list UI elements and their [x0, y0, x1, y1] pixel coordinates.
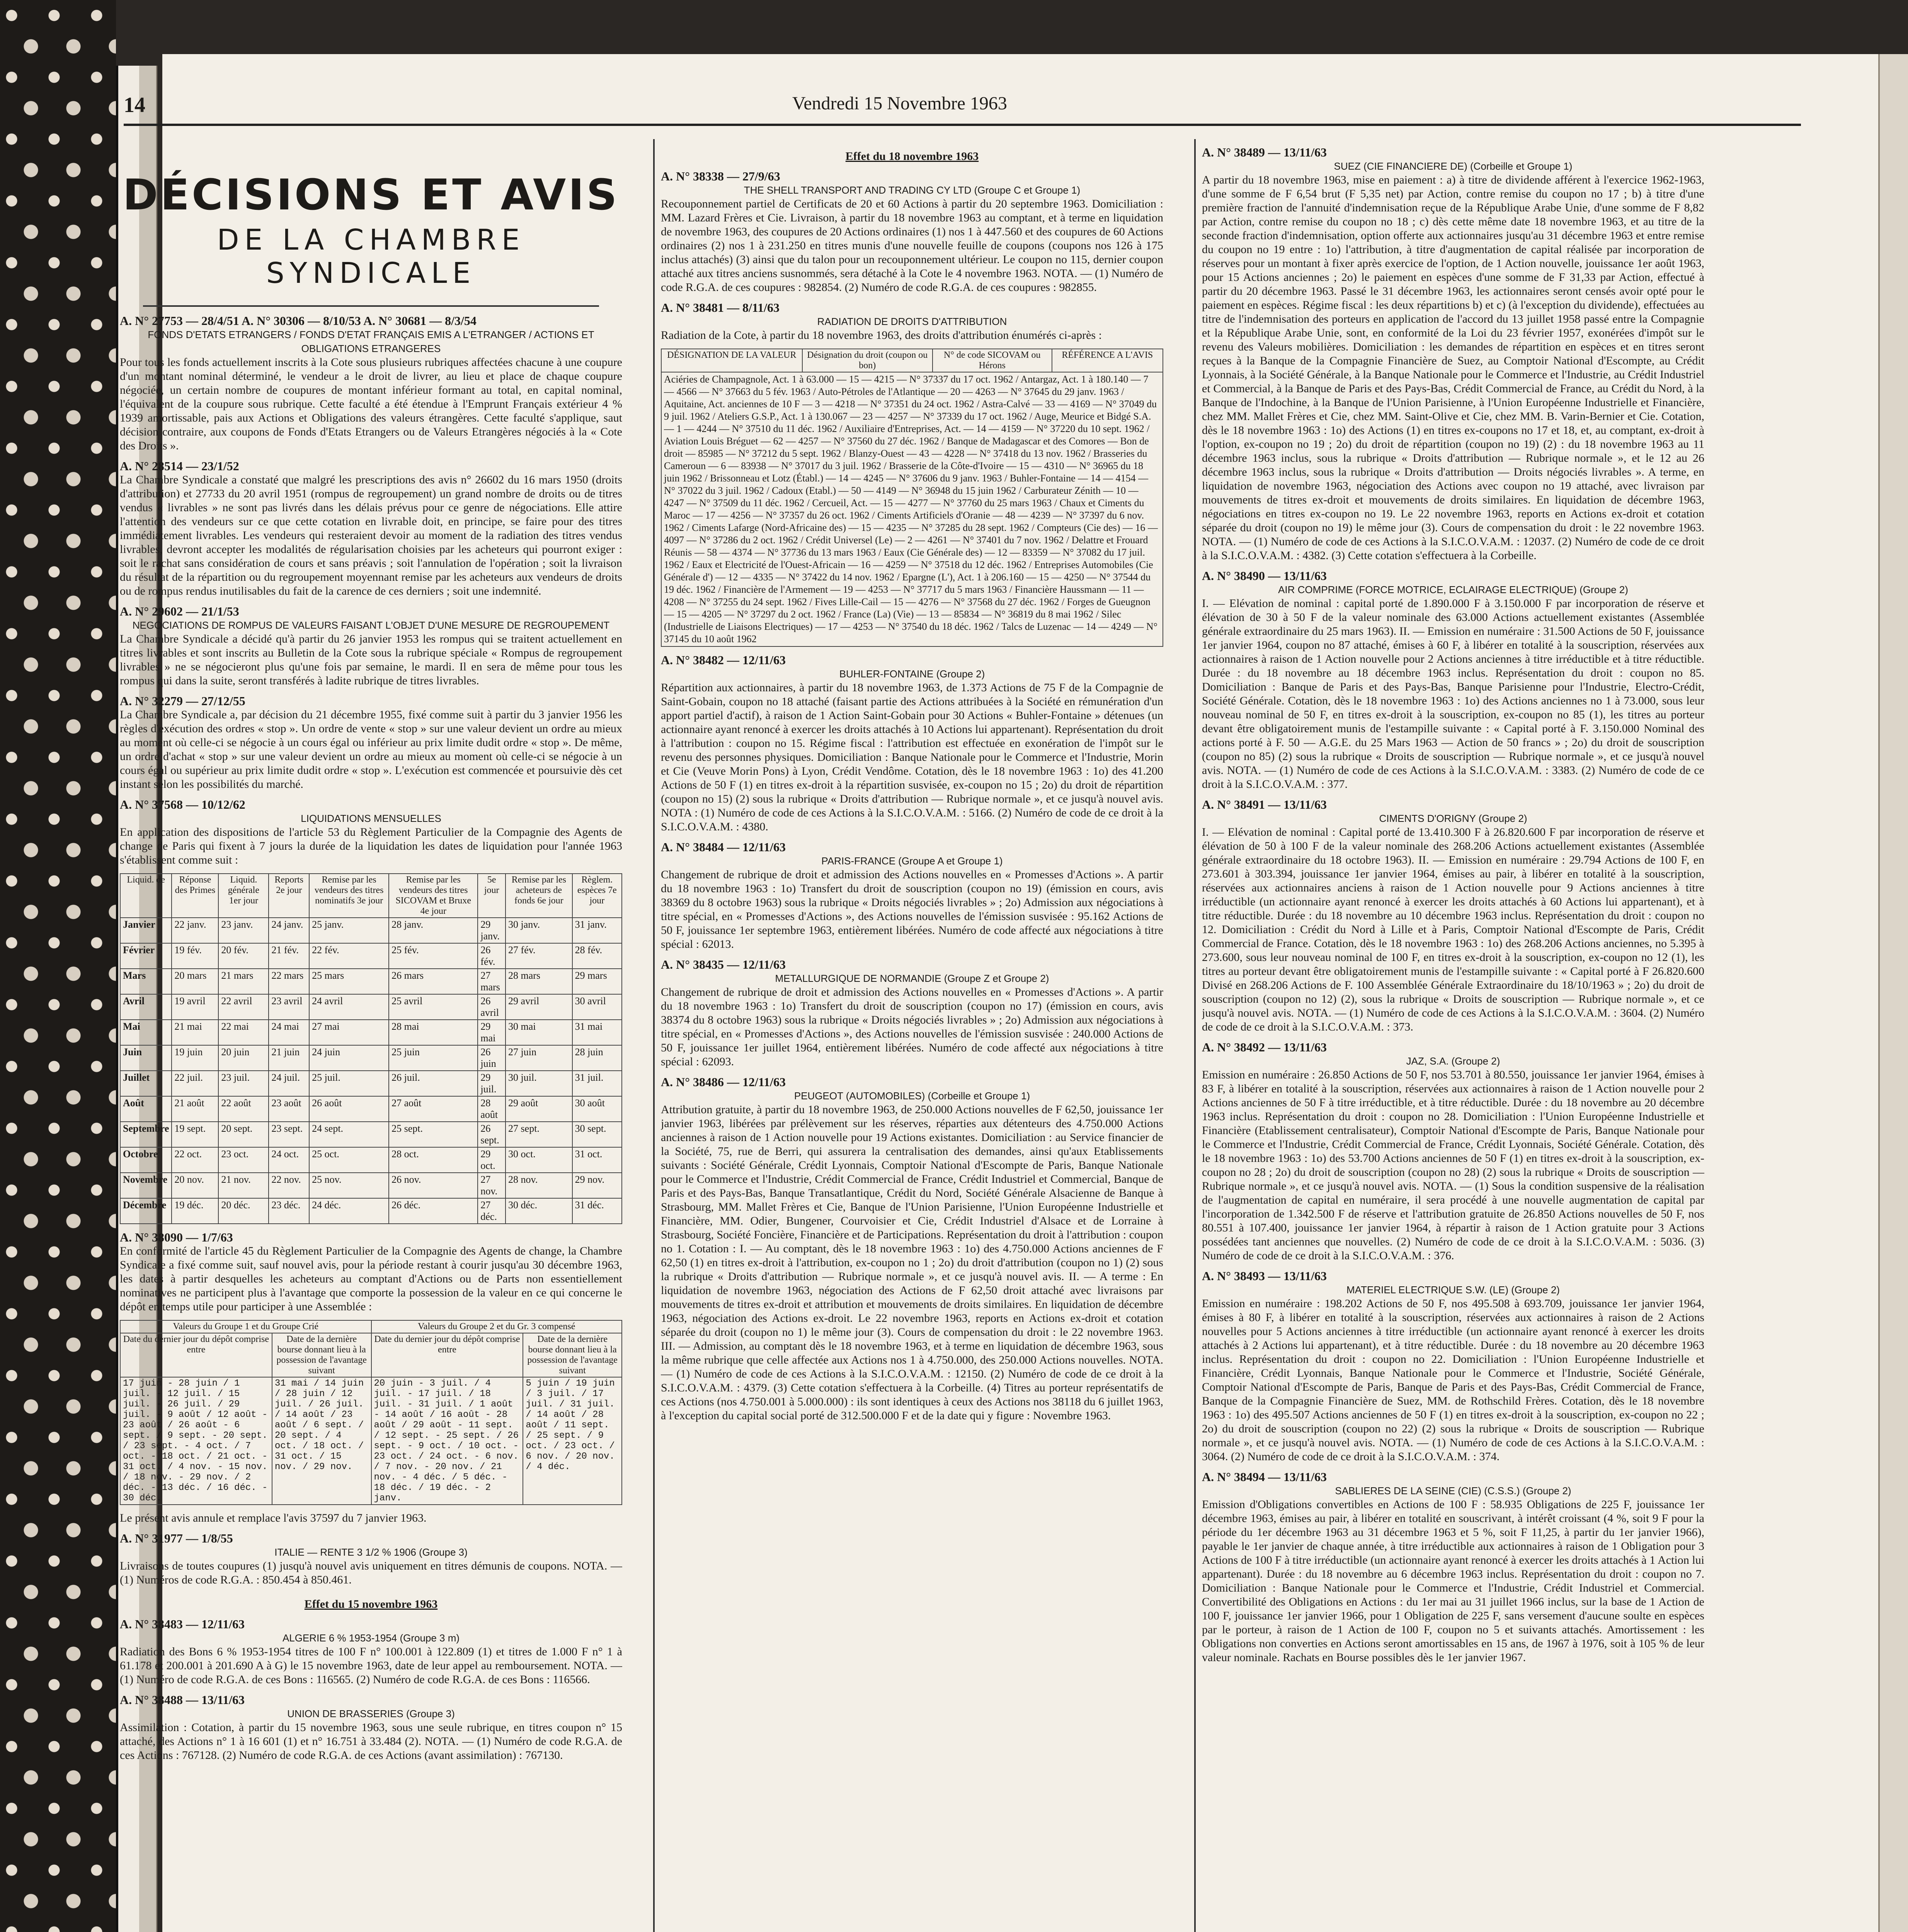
table-cell: Mars — [120, 969, 172, 994]
table-cell: 19 fév. — [172, 943, 218, 969]
table-row — [120, 1122, 622, 1147]
notice-title: MATERIEL ELECTRIQUE S.W. (LE) (Groupe 2) — [1346, 1284, 1560, 1296]
notice-title: RADIATION DE DROITS D'ATTRIBUTION — [817, 316, 1007, 327]
notice — [120, 604, 622, 688]
notice — [661, 957, 1163, 1069]
table-cell: 23 sept. — [269, 1122, 309, 1147]
table-cell: 27 sept. — [506, 1122, 572, 1147]
table-cell: 25 sept. — [389, 1122, 478, 1147]
table-cell: 31 juil. — [572, 1071, 622, 1096]
notice-ref: A. N° 29602 — 21/1/53 — [120, 604, 239, 618]
table-cell: 24 mai — [269, 1020, 309, 1045]
notice-body: Attribution gratuite, à partir du 18 novembre 1963, de 250.000 Actions nouvelles de F 62,50, jouissance 1er janvier 1963, libérées par prélèvement sur les réserves, réparties aux détenteurs des 4.750.000 Actions anciennes à raison de 1 Action nouvelle pour 19 Actions existantes. Domiciliation : au Service financier de la Société, 75, rue de Berri, qui assurera la centralisation des demandes, ainsi qu'aux Etablissements suivants : Société Générale, Crédit Lyonnais, Comptoir National d'Escompte de Paris, Banque Nationale pour le Commerce et l'Industrie, Crédit Commercial de France, Crédit Industriel et Commercial, Banque de Paris et des Pays-Bas, Banque Transatlantique, Crédit du Nord, Société Générale Alsacienne de Banque à Strasbourg, MM. Mallet Frères et Cie, Banque de l'Union Parisienne, l'Union Européenne Industrielle et Financière, MM. Odier, Bungener, Courvoisier et Cie, Crédit Industriel d'Alsace et de Lorraine à Strasbourg, Société Foncière, Financière et de Participations. Représentation du droit à l'attribution : coupon no 1. Cotation : I. — Au comptant, dès le 18 novembre 1963 : 1o) des 4.750.000 Actions anciennes de F 62,50 (1) en titres ex-droit à l'attribution, ex-coupon no 1 ; 2o) du droit d'attribution (coupon no 1) (2) sous la rubrique « Droits d'attribution — Rubrique normale », et ce jusqu'à nouvel avis. II. — A terme : En liquidation de novembre 1963, négociation des Actions de F 62,50 droit attaché avec livraisons par mouvements de titres ex-droit et attribution et mouvements de droits similaires. En liquidation de décembre 1963, négociation des Actions ex-droit. Le 22 novembre 1963, reports en Actions ex-droit et cotation séparée du droit (coupon no 1) le même jour (3). Cours de compensation du droit : le 22 novembre 1963. III. — Admission, au comptant dès le 18 novembre 1963, et à terme en liquidation de décembre 1963, sous la même rubrique que celle affectée aux Actions nos 1 à 4.750.000, des 250.000 Actions nouvelles. NOTA. — (1) Numéro de code de ces Actions à la S.I.C.O.V.A.M. : 12150. (2) Numéro de code de ce droit à la S.I.C.O.V.A.M. : 4379. (3) Cette cotation s'effectuera à la Corbeille. (4) Titres au porteur représentatifs de ces Actions (nos 4.750.001 à 5.000.000) : ils sont identiques à ceux des Actions nos 38118 du 6 juillet 1963, à l'exception du capital social porté de 312.500.000 F et de la date qui y figure : Novembre 1963. — [661, 1103, 1163, 1422]
table-row — [120, 1045, 622, 1071]
deposit-dates-table — [120, 1320, 622, 1505]
table-cell: 29 avril — [506, 994, 572, 1020]
notice — [120, 694, 622, 791]
table-cell: 27 fév. — [506, 943, 572, 969]
table-cell: 29 oct. — [478, 1147, 506, 1173]
notice-title: BUHLER-FONTAINE (Groupe 2) — [839, 668, 985, 680]
table-row — [120, 969, 622, 994]
notice-body: Emission d'Obligations convertibles en Actions de 100 F : 58.935 Obligations de 225 F, jouissance 1er décembre 1963, émises au pair, à libérer en totalité en souscrivant, à intérêt croissant (4 %, soit 9 F pour la période du 1er décembre 1963 au 31 décembre 1963 et 5 %, soit F 11,25, à partir du 1er janvier 1966), payable le 1er janvier de chaque année, à titre irréductible aux actionnaires à raison de 1 Obligation pour 3 Actions de 100 F à titre irréductible (un actionnaire ayant renoncé à exercer les droits attachés à 1 Action lui appartenant). Durée : du 18 novembre au 6 décembre 1963 inclus. Représentation du droit : coupon no 7. Domiciliation : Banque Nationale pour le Commerce et l'Industrie, Crédit Industriel et Commercial. Convertibilité des Obligations en Actions : du 1er mai au 31 juillet 1966 inclus, sur la base de 1 Action de 100 F, jouissance 1er janvier 1966, pour 1 Obligation de 225 F, sans versement d'aucune soulte en espèces par le porteur, à raison de 1 Action de 100 F, coupon no 5 et suivants attachés. Amortissement : les Obligations non converties en Actions seront amortissables en 15 ans, de 1967 à 1976, soit à 105 % de leur valeur nominale. Rachats en Bourse possibles dès le 1er janvier 1967. — [1202, 1498, 1704, 1664]
liquidation-table — [120, 873, 622, 1224]
table-cell: 24 janv. — [269, 918, 309, 943]
table-cell: 21 nov. — [218, 1173, 269, 1198]
table-row — [120, 918, 622, 943]
table-cell: 25 oct. — [309, 1147, 389, 1173]
table-row — [120, 1020, 622, 1045]
notice-body: Radiation des Bons 6 % 1953-1954 titres de 100 F n° 100.001 à 122.809 (1) et titres de 1.000 F n° 1 à 61.178 et 200.001 à 201.690 A à G) le 15 novembre 1963, date de leur appel au remboursement. NOTA. — (1) Numéro de code R.G.A. de ces Bons : 116565. (2) Numéro de code R.G.A. de ces Bons : 116566. — [120, 1645, 622, 1686]
table-cell: 22 nov. — [269, 1173, 309, 1198]
notice-ref: A. N° 31977 — 1/8/55 — [120, 1531, 233, 1545]
droits-table-header — [661, 349, 1163, 372]
liquidation-column-header: Liquid. générale 1er jour — [218, 874, 269, 918]
notice — [1202, 1470, 1704, 1665]
table-cell: Mai — [120, 1020, 172, 1045]
notice-body: Livraisons de toutes coupures (1) jusqu'à nouvel avis uniquement en titres démunis de coupons. NOTA. — (1) Numéros de code R.G.A. : 850.454 à 850.461. — [120, 1560, 622, 1586]
table-cell: 26 nov. — [389, 1173, 478, 1198]
notice-ref: A. N° 38482 — 12/11/63 — [661, 653, 786, 667]
masthead-title: DÉCISIONS ET AVIS — [123, 170, 620, 219]
deposit-subheader: Date de la dernière bourse donnant lieu à la possession de l'avantage suivant — [523, 1333, 622, 1377]
notice-title: PEUGEOT (AUTOMOBILES) (Corbeille et Groupe 1) — [794, 1090, 1030, 1102]
table-cell: 20 mars — [172, 969, 218, 994]
droits-column-header: DÉSIGNATION DE LA VALEUR — [661, 349, 802, 372]
droits-column-header: Désignation du droit (coupon ou bon) — [802, 349, 933, 372]
table-cell: 22 août — [218, 1096, 269, 1122]
table-cell: 20 fév. — [218, 943, 269, 969]
notice — [1202, 145, 1704, 563]
deposit-group1-header: Valeurs du Groupe 1 et du Groupe Crié — [120, 1320, 371, 1333]
notice-body: I. — Elévation de nominal : capital porté de 1.890.000 F à 3.150.000 F par incorporation de réserve et élévation de 30 à 50 F de la valeur nominale des 63.000 Actions actuellement existantes (Assemblée générale extraordinaire du 25 mars 1963). II. — Emission en numéraire : 31.500 Actions de 50 F, jouissance 1er janvier 1964, coupon no 87 attaché, émises à 60 F, à libérer en totalité à la souscription, réservées aux actionnaires à raison de 1 Action nouvelle pour 2 Actions anciennes à titre irréductible et à titre réductible. Durée : du 18 novembre au 18 décembre 1963 inclus. Représentation du droit : coupon no 85. Domiciliation : Banque de Paris et des Pays-Bas, Banque Parisienne pour l'Industrie, Electro-Crédit, Société Générale. Cotation, dès le 18 novembre 1963 : 1o) des Actions anciennes no 1 à 73.000, sous leur nouveau nominal de 50 F, en titres ex-droit à la souscription, ex-coupon no 85 (1), les titres au porteur devant être obligatoirement munis de l'estampille suivante : « Capital porté à F. 3.150.000 Nominal des actions porté à F. 50 — A.G.E. du 25 Mars 1963 — Action de 50 francs » ; 2o) du droit de souscription (coupon no 85) (2) sous la rubrique « Droits de souscription — Rubrique normale », et ce jusqu'à nouvel avis. NOTA. — (1) Numéro de code de ces Actions à la S.I.C.O.V.A.M. : 3383. (2) Numéro de code de ce droit à la S.I.C.O.V.A.M. : 377. — [1202, 597, 1704, 791]
notice — [661, 653, 1163, 834]
notice-title: CIMENTS D'ORIGNY (Groupe 2) — [1379, 813, 1527, 824]
notice-title: PARIS-FRANCE (Groupe A et Groupe 1) — [821, 855, 1003, 867]
table-cell: 23 juil. — [218, 1071, 269, 1096]
notice-ref: A. N° 38488 — 13/11/63 — [120, 1693, 245, 1707]
table-cell: 21 août — [172, 1096, 218, 1122]
table-cell: Janvier — [120, 918, 172, 943]
notice — [661, 1075, 1163, 1423]
table-cell: 30 déc. — [506, 1198, 572, 1224]
droits-column-header: RÉFÉRENCE A L'AVIS — [1052, 349, 1163, 372]
notice-title: FONDS D'ETATS ETRANGERS / FONDS D'ETAT FRANÇAIS EMIS A L'ETRANGER / ACTIONS ET OBLIGATIONS ETRANGERES — [148, 329, 594, 354]
notice-body: En application des dispositions de l'article 53 du Règlement Particulier de la Compagnie des Agents de change de Paris qui fixent à 7 jours la durée de la liquidation les dates de liquidation pour l'année 1963 s'établissent comme suit : — [120, 826, 622, 866]
notice-body: Répartition aux actionnaires, à partir du 18 novembre 1963, de 1.373 Actions de 75 F de la Compagnie de Saint-Gobain, coupon no 18 attaché (faisant partie des Actions attribuées à la Société en rémunération d'un apport partiel d'actif), à raison de 1 Action Saint-Gobain pour 30 Actions « Buhler-Fontaine » détenues (un actionnaire ayant renoncé à exercer les droits attachés à 10 Actions lui appartenant). Représentation du droit à l'attribution : coupon no 15. Régime fiscal : l'attribution est effectuée en exonération de l'impôt sur le revenu des personnes physiques. Domiciliation : Banque Nationale pour le Commerce et l'Industrie, Morin et Cie (Veuve Morin Pons) à Lyon, Crédit Vendôme. Cotation, dès le 18 novembre 1963 : 1o) des 41.200 Actions de 50 F (1) en titres ex-droit à la répartition susvisée, ex-coupon no 15 ; 2o) du droit de répartition (coupon no 15) (2) sous la rubrique « Droits d'attribution — Rubrique normale », et ce jusqu'à nouvel avis. NOTA : (1) Numéro de code de ces Actions à la S.I.C.O.V.A.M. : 5166. (2) Numéro de code de ce droit à la S.I.C.O.V.A.M. : 4380. — [661, 681, 1163, 833]
table-cell: 30 oct. — [506, 1147, 572, 1173]
table-row — [120, 994, 622, 1020]
table-cell: 21 mai — [172, 1020, 218, 1045]
notice-body: Changement de rubrique de droit et admission des Actions nouvelles en « Promesses d'Actions ». A partir du 18 novembre 1963 : 1o) Transfert du droit de souscription (coupon no 17) (émission en cours, avis 38374 du 8 octobre 1963) sous la rubrique « Droits négociés livrables » ; 2o) Admission aux négociations à titre spécial, en « Promesses d'Actions », des Actions nouvelles de l'émission susvisée : 240.000 Actions de 50 F, jouissance 1er juillet 1964, entièrement libérées. Numéro de code affecté aux négociations à titre spécial : 62093. — [661, 986, 1163, 1068]
table-cell: 24 oct. — [269, 1147, 309, 1173]
liquidation-column-header: 5e jour — [478, 874, 506, 918]
notice-title: JAZ, S.A. (Groupe 2) — [1406, 1055, 1500, 1067]
notice — [1202, 1269, 1704, 1464]
deposit-cell: 20 juin - 3 juil. / 4 juil. - 17 juil. / 18 juil. - 31 juil. / 1 août - 14 août / 16 août - 28 août / 29 août - 11 sept. / 12 sept. - 25 sept. / 26 sept. - 9 oct. / 10 oct. - 23 oct. / 24 oct. - 6 nov. / 7 nov. - 20 nov. / 21 nov. - 4 déc. / 5 déc. - 18 déc. / 19 déc. - 2 janv. — [371, 1377, 523, 1505]
table-cell: 24 juil. — [269, 1071, 309, 1096]
right-page-edge — [1878, 54, 1908, 1932]
table-cell: 22 fév. — [309, 943, 389, 969]
notice — [120, 1617, 622, 1687]
notice-body: Emission en numéraire : 26.850 Actions de 50 F, nos 53.701 à 80.550, jouissance 1er janvier 1964, émises à 83 F, à libérer en totalité à la souscription, réservées aux actionnaires à raison de 1 Action nouvelle pour 2 Actions anciennes de 50 F à titre irréductible, et à titre réductible. Durée : du 18 novembre au 20 décembre 1963 inclus. Représentation du droit : coupon no 28. Domiciliation : l'Union Européenne Industrielle et Financière (Etablissement centralisateur), Comptoir National d'Escompte de Paris, Banque Nationale pour le Commerce et l'Industrie, Crédit Commercial de France, Crédit Lyonnais, Société Générale. Cotation, dès le 18 novembre 1963 : 1o) des 53.700 Actions anciennes de 50 F (1) en titres ex-droit à la souscription, ex-coupon no 28 ; 2o) du droit de souscription (coupon no 28) (2) sous la rubrique « Droits de souscription — Rubrique normale », et ce jusqu'à nouvel avis. NOTA. — (1) Sous la condition suspensive de la réalisation de l'augmentation de capital en numéraire, il sera procédé à une nouvelle augmentation de capital par l'incorporation de 1.342.500 F de réserve et l'attribution gratuite de 26.850 Actions nouvelles de 50 F, nos 80.551 à 107.400, jouissance 1er janvier 1964, à répartir à raison de 1 Action gratuite pour 3 Actions possédées tant anciennes que nouvelles. (2) Numéro de code de ce droit à la S.I.C.O.V.A.M. : 5036. (3) Numéro de code de ce droit à la S.I.C.O.V.A.M. : 376. — [1202, 1068, 1704, 1262]
table-cell: 25 janv. — [309, 918, 389, 943]
notice-body: La Chambre Syndicale a, par décision du 21 décembre 1955, fixé comme suit à partir du 3 janvier 1956 les règles d'exécution des ordres « stop ». Un ordre de vente « stop » sur une valeur devient un ordre au mieux au moment où celle-ci se négocie à un cours égal ou inférieur au prix limite dudit ordre « stop ». De même, un ordre d'achat « stop » sur une valeur devient un ordre au mieux au moment où celle-ci se négocie à un cours égal ou supérieur au prix limite dudit ordre « stop ». L'exécution est commencée et poursuivie dès cet instant selon les possibilités du marché. — [120, 708, 622, 791]
table-cell: 24 avril — [309, 994, 389, 1020]
masthead-subtitle: DE LA CHAMBRE SYNDICALE — [217, 223, 525, 290]
table-cell: 20 sept. — [218, 1122, 269, 1147]
liquidation-column-header: Remise par les vendeurs des titres SICOVAM et Bruxe 4e jour — [389, 874, 478, 918]
liquidation-table-body — [120, 918, 622, 1224]
table-cell: 28 fév. — [572, 943, 622, 969]
table-cell: 27 août — [389, 1096, 478, 1122]
column-rule — [1194, 139, 1196, 1932]
notice-title: NEGOCIATIONS DE ROMPUS DE VALEURS FAISANT L'OBJET D'UNE MESURE DE REGROUPEMENT — [132, 619, 610, 631]
notice-ref: A. N° 38493 — 13/11/63 — [1202, 1269, 1327, 1283]
notice — [120, 1531, 622, 1587]
table-cell: 29 août — [506, 1096, 572, 1122]
notice-body: Recouponnement partiel de Certificats de 20 et 60 Actions à partir du 20 septembre 1963. Domiciliation : MM. Lazard Frères et Cie. Livraison, à partir du 18 novembre 1963 au comptant, et à terme en liquidation de novembre 1963, des coupures de 20 Actions ordinaires (1) nos 1 à 447.560 et des coupures de 60 Actions ordinaires (2) nos 1 à 231.250 en titres munis d'une nouvelle feuille de coupons (coupons nos 126 à 175 inclus attachés) (3) ainsi que du talon pour un recouponnement ultérieur. Le coupon no 115, dernier coupon attaché aux titres anciens susnommés, sera détaché à la Cote le 4 novembre 1963. NOTA. — (1) Numéro de code R.G.A. de ces coupures : 982854. (2) Numéro de code R.G.A. de ces coupures : 982855. — [661, 197, 1163, 294]
table-cell: 27 mars — [478, 969, 506, 994]
table-cell: 20 déc. — [218, 1198, 269, 1224]
notice-title: METALLURGIQUE DE NORMANDIE (Groupe Z et Groupe 2) — [775, 973, 1049, 984]
notice-body: Emission en numéraire : 198.202 Actions de 50 F, nos 495.508 à 693.709, jouissance 1er janvier 1964, émises à 80 F, à libérer en totalité à la souscription, réservées aux actionnaires à raison de 2 Actions nouvelles pour 5 Actions anciennes à titre irréductible (un actionnaire ayant renoncé à exercer les droits attachés à 2 Actions lui appartenant), et à titre réductible. Durée : du 18 novembre au 20 décembre 1963 inclus. Représentation du droit : coupon no 22. Domiciliation : l'Union Européenne Industrielle et Financière, Crédit Lyonnais, Banque Nationale pour le Commerce et l'Industrie, Société Générale, Comptoir National d'Escompte de Paris, Banque de Paris et des Pays-Bas, Crédit Commercial de France, Banque de la Compagnie Financière de Suez, MM. de Rothschild Frères. Cotation, dès le 18 novembre 1963 : 1o) des 495.507 Actions anciennes de 50 F (1) en titres ex-droit à la souscription, ex-coupon no 22 ; 2o) du droit de souscription (coupon no 22) (2) sous la rubrique « Droits de souscription — Rubrique normale », et ce jusqu'à nouvel avis. NOTA. — (1) Numéro de code de ces Actions à la S.I.C.O.V.A.M. : 3064. (2) Numéro de code de ce droit à la S.I.C.O.V.A.M. : 374. — [1202, 1297, 1704, 1463]
table-cell: 28 mai — [389, 1020, 478, 1045]
table-cell: 24 déc. — [309, 1198, 389, 1224]
table-cell: 21 mars — [218, 969, 269, 994]
notice-title: ALGERIE 6 % 1953-1954 (Groupe 3 m) — [282, 1632, 460, 1644]
column-middle — [661, 139, 1163, 1932]
table-row — [120, 1198, 622, 1224]
table-cell: 19 sept. — [172, 1122, 218, 1147]
notice — [1202, 798, 1704, 1034]
table-cell: 22 juil. — [172, 1071, 218, 1096]
table-cell: 23 avril — [269, 994, 309, 1020]
table-row — [120, 943, 622, 969]
notice-body: I. — Elévation de nominal : Capital porté de 13.410.300 F à 26.820.600 F par incorporation de réserve et élévation de 50 à 100 F de la valeur nominale des 268.206 Actions actuellement existantes (Assemblée générale extraordinaire du 18 octobre 1963). II. — Emission en numéraire : 29.794 Actions de 100 F, en 273.601 à 303.394, jouissance 1er janvier 1964, émises au pair, à libérer en totalité à la souscription, réservées aux actionnaires anciens à raison de 1 Action nouvelle pour 9 Actions anciennes à titre irréductible (un actionnaire ayant renoncé à exercer les droits attachés à 60 Actions lui appartenant), et à titre réductible. Durée : du 18 novembre au 10 décembre 1963 inclus. Représentation du droit : coupon no 12. Domiciliation : Crédit du Nord à Lille et à Paris, Comptoir National d'Escompte de Paris, Crédit Commercial de France. Cotation, dès le 18 novembre 1963 : 1o) des 268.206 Actions anciennes, no 5.395 à 273.600, sous leur nouveau nominal de 100 F, en titres ex-droit à la souscription, ex-coupon no 12 (1), les titres au porteur devant être obligatoirement munis de l'estampille suivante : « Capital porté à F 26.820.600 Divisé en 268.206 Actions de F. 100 Assemblée Générale Extraordinaire du 18/10/1963 » ; 2o) du droit de souscription (coupon no 12) (2), sous la rubrique « Droits de souscription — Rubrique normale », et ce jusqu'à nouvel avis. NOTA. — (1) Numéro de code de ces Actions à la S.I.C.O.V.A.M. : 3604. (2) Numéro de code de ce droit à la S.I.C.O.V.A.M. : 373. — [1202, 826, 1704, 1033]
table-cell: 29 juil. — [478, 1071, 506, 1096]
effective-date-heading: Effet du 15 novembre 1963 — [304, 1598, 438, 1611]
table-cell: 22 avril — [218, 994, 269, 1020]
table-cell: 27 déc. — [478, 1198, 506, 1224]
table-cell: 30 sept. — [572, 1122, 622, 1147]
table-cell: 26 sept. — [478, 1122, 506, 1147]
notice-body: Assimilation : Cotation, à partir du 15 novembre 1963, sous une seule rubrique, en titres coupon n° 15 attaché, des Actions n° 1 à 16 601 (1) et n° 16.751 à 33.484 (2). NOTA. — (1) Numéro de code R.G.A. de ces Actions : 767128. (2) Numéro de code R.G.A. de ces Actions (avant assimilation) : 767130. — [120, 1721, 622, 1762]
notice — [120, 459, 622, 598]
table-cell: 31 janv. — [572, 918, 622, 943]
table-cell: 26 fév. — [478, 943, 506, 969]
deposit-subheader: Date de la dernière bourse donnant lieu à la possession de l'avantage suivant — [272, 1333, 371, 1377]
table-cell: 22 janv. — [172, 918, 218, 943]
table-cell: 26 juil. — [389, 1071, 478, 1096]
deposit-cell: 17 juin - 28 juin / 1 juil. - 12 juil. / 15 juil. - 26 juil. / 29 juil. - 9 août / 12 août - 23 août / 26 août - 6 sept. / 9 sept. - 20 sept. / 23 sept. - 4 oct. / 7 oct. - 18 oct. / 21 oct. - 31 oct. / 4 nov. - 15 nov. / 18 nov. - 29 nov. / 2 déc. - 13 déc. / 16 déc. - 30 déc. — [120, 1377, 272, 1505]
table-cell: 25 avril — [389, 994, 478, 1020]
liquidation-table-header — [120, 874, 622, 918]
table-cell: 22 mai — [218, 1020, 269, 1045]
table-cell: 21 juin — [269, 1045, 309, 1071]
notice — [661, 169, 1163, 294]
table-cell: 29 nov. — [572, 1173, 622, 1198]
table-row — [120, 1173, 622, 1198]
table-cell: Octobre — [120, 1147, 172, 1173]
notice-title: AIR COMPRIME (FORCE MOTRICE, ECLAIRAGE ELECTRIQUE) (Groupe 2) — [1278, 584, 1628, 595]
notice-body: En conformité de l'article 45 du Règlement Particulier de la Compagnie des Agents de change, la Chambre Syndicale a fixé comme suit, sauf nouvel avis, pour la période restant à courir jusqu'au 30 décembre 1963, les dates à partir desquelles les acheteurs au comptant d'Actions ou de Parts non essentiellement nominatives ne participent plus à l'avantage que comporte la possession de la valeur en ce qui concerne le dépôt en temps utile pour participer à une Assemblée : — [120, 1245, 622, 1313]
table-cell: 31 déc. — [572, 1198, 622, 1224]
notice — [1202, 569, 1704, 791]
notice-ref: A. N° 27753 — 28/4/51 A. N° 30306 — 8/10/53 A. N° 30681 — 8/3/54 — [120, 314, 477, 328]
notice-body: Radiation de la Cote, à partir du 18 novembre 1963, des droits d'attribution énumérés ci-après : — [661, 329, 1102, 342]
table-cell: 25 nov. — [309, 1173, 389, 1198]
deposit-cell: 5 juin / 19 juin / 3 juil. / 17 juil. / 31 juil. / 14 août / 28 août / 11 sept. / 25 sept. / 9 oct. / 23 oct. / 6 nov. / 20 nov. / 4 déc. — [523, 1377, 622, 1505]
table-cell: 29 mars — [572, 969, 622, 994]
liquidation-column-header: Reports 2e jour — [269, 874, 309, 918]
notice-title: ITALIE — RENTE 3 1/2 % 1906 (Groupe 3) — [274, 1546, 468, 1558]
notice-ref: A. N° 38490 — 13/11/63 — [1202, 569, 1327, 583]
table-cell: 28 janv. — [389, 918, 478, 943]
notice — [120, 1230, 622, 1314]
liquidation-column-header: Liquid. de — [120, 874, 172, 918]
table-cell: 22 oct. — [172, 1147, 218, 1173]
table-cell: 25 juin — [389, 1045, 478, 1071]
table-cell: Juin — [120, 1045, 172, 1071]
liquidation-column-header: Réponse des Primes — [172, 874, 218, 918]
table-row — [120, 1147, 622, 1173]
table-cell: 29 janv. — [478, 918, 506, 943]
notice-ref: A. N° 37568 — 10/12/62 — [120, 798, 245, 811]
table-cell: 23 janv. — [218, 918, 269, 943]
notice-ref: A. N° 38492 — 13/11/63 — [1202, 1040, 1327, 1054]
table-cell: 28 nov. — [506, 1173, 572, 1198]
notice-title: SABLIERES DE LA SEINE (CIE) (C.S.S.) (Groupe 2) — [1335, 1485, 1571, 1497]
notice-ref: A. N° 38491 — 13/11/63 — [1202, 798, 1327, 811]
table-cell: Août — [120, 1096, 172, 1122]
table-cell: 21 fév. — [269, 943, 309, 969]
table-cell: 31 oct. — [572, 1147, 622, 1173]
droits-column-header: N° de code SICOVAM ou Hérons — [933, 349, 1052, 372]
table-cell: 19 juin — [172, 1045, 218, 1071]
notice-body: A partir du 18 novembre 1963, mise en paiement : a) à titre de dividende afférent à l'exercice 1962-1963, d'une somme de F 6,54 brut (F 5,35 net) par Action, contre remise du coupon no 17 ; b) à titre d'une première fraction de l'annuité d'indemnisation reçue de la République Arabe Unie, d'une somme de F 8,82 par Action, contre remise du coupon no 18 ; c) dès cette même date 18 novembre 1963, et au titre de la seconde fraction d'indemnisation, option offerte aux actionnaires jusqu'au 31 décembre 1963 et entre remise du coupon no 19 entre : 1o) l'attribution, à titre d'augmentation de capital réalisée par incorporation de réserves pour un montant à fixer après exercice de l'option, de 1 Action nouvelle, jouissance 1er août 1963, pour 15 Actions anciennes ; 2o) le paiement en espèces d'une somme de F 31,33 par Action, effectué à partir du 20 décembre 1963. Passé le 31 décembre 1963, les actionnaires seront censés avoir opté pour le paiement en espèces. Régime fiscal : les deux répartitions b) et c) (à l'exception du dividende), effectuées au titre de l'indemnisation des porteurs en application de l'accord du 13 juillet 1958 passé entre la Compagnie et la République Arabe Unie, sont, en conformité de la Loi du 23 février 1957, exonérées d'impôt sur le revenu des Valeurs mobilières. Domiciliation : les demandes de répartition en espèces et en titres seront reçues à la Banque de la Compagnie Financière de Suez, au Comptoir National d'Escompte, au Crédit Lyonnais, à la Société Générale, à la Banque Nationale pour le Commerce et l'Industrie, au Crédit Industriel et Commercial, à la Banque de Paris et des Pays-Bas, Crédit Commercial de France, au Crédit du Nord, à la Banque de l'Indochine, à la Banque de l'Union Parisienne, à l'Union Européenne Industrielle et Financière, chez MM. Mallet Frères et Cie, chez MM. Saint-Olive et Cie, chez MM. B. Varin-Bernier et Cie. Cotation, dès le 18 novembre 1963 : 1o) des Actions (1) en titres ex-coupons no 17 et 18, et, au comptant, ex-droit à l'option, ex-coupon no 19 ; 2o) du droit de répartition (coupon no 19) (2) : du 18 novembre 1963 au 11 décembre 1963 inclus, sous la rubrique « Droits d'attribution — Rubrique normale », et le 12 au 26 décembre 1963 inclus, sous la rubrique « Droits d'attribution — Droits négociés livrables ». A terme, en liquidation de novembre 1963, négociation des Actions avec coupon no 19 attaché, avec livraison par mouvements de titres ex-droit et mouvements de droits similaires. En liquidation de décembre 1963, négociations en titres ex-coupon no 19. Le 22 novembre 1963, reports en Actions ex-droit et cotation séparée du droit (coupon no 19) le même jour (3). Cours de compensation du droit : le 22 novembre 1963. NOTA. — (1) Numéro de code de ces Actions à la S.I.C.O.V.A.M. : 12037. (2) Numéro de code de ce droit à la S.I.C.O.V.A.M. : 4382. (3) Cette cotation s'effectuera à la Corbeille. — [1202, 173, 1704, 562]
table-cell: 27 juin — [506, 1045, 572, 1071]
table-cell: 19 avril — [172, 994, 218, 1020]
table-cell: 26 avril — [478, 994, 506, 1020]
notice-footnote: Le présent avis annule et remplace l'avis 37597 du 7 janvier 1963. — [120, 1512, 427, 1524]
table-cell: 24 sept. — [309, 1122, 389, 1147]
binding-spine — [0, 0, 116, 1932]
notice-ref: A. N° 38090 — 1/7/63 — [120, 1230, 233, 1244]
liquidation-column-header: Remise par les vendeurs des titres nominatifs 3e jour — [309, 874, 389, 918]
notice-title: UNION DE BRASSERIES (Groupe 3) — [287, 1708, 455, 1719]
table-cell: 29 mai — [478, 1020, 506, 1045]
notice-ref: A. N° 38494 — 13/11/63 — [1202, 1470, 1327, 1484]
table-cell: 20 nov. — [172, 1173, 218, 1198]
notice-title: SUEZ (CIE FINANCIERE DE) (Corbeille et Groupe 1) — [1334, 160, 1573, 172]
droits-table — [661, 349, 1163, 647]
droits-table-rows: Aciéries de Champagnole, Act. 1 à 63.000 — 15 — 4215 — N° 37337 du 17 oct. 1962 / Antargaz, Act. 1 à 180.140 — 7 — 4566 — N° 37663 du 5 fév. 1963 / Auto-Pétroles de l'Atlantique — 20 — 4263 — N° 37645 du 29 janv. 1963 / Aquitaine, Act. anciennes de 10 F — 3 — 4218 — N° 37351 du 24 oct. 1962 / Astra-Calvé — 33 — 4169 — N° 37049 du 9 juil. 1962 / Ateliers G.S.P., Act. 1 à 130.067 — 23 — 4257 — N° 37339 du 17 oct. 1962 / Auge, Meurice et Bidgé S.A. — 1 — 4244 — N° 37510 du 11 déc. 1962 / Auxiliaire d'Entreprises, Act. — 14 — 4159 — N° 37220 du 10 sept. 1962 / Aviation Louis Bréguet — 62 — 4257 — N° 37560 du 27 déc. 1962 / Banque de Madagascar et des Comores — Bon de droit — 85985 — N° 37212 du 5 sept. 1962 / Blanzy-Ouest — 43 — 4228 — N° 37418 du 13 nov. 1962 / Brasseries du Cameroun — 6 — 83938 — N° 37017 du 3 juil. 1962 / Brasserie de la Côte-d'Ivoire — 15 — 4310 — N° 36965 du 18 juin 1962 / Brissonneau et Lotz (Établ.) — 14 — 4245 — N° 37606 du 9 janv. 1963 / Buhler-Fontaine — 14 — 4154 — N° 37022 du 3 juil. 1962 / Cadoux (Etabl.) — 50 — 4149 — N° 36948 du 15 juin 1962 / Carburateur Zénith — 10 — 4247 — N° 37509 du 11 déc. 1962 / Cercueil, Act. — 15 — 4277 — N° 37760 du 25 mars 1963 / Chaux et Ciments du Maroc — 17 — 4256 — N° 37357 du 26 oct. 1962 / Ciments Artificiels d'Oranie — 48 — 4239 — N° 37397 du 6 nov. 1962 / Ciments Lafarge (Nord-Africaine des) — 15 — 4235 — N° 37285 du 28 sept. 1962 / Compteurs (Cie des) — 16 — 4097 — N° 37286 du 2 oct. 1962 / Crédit Universel (Le) — 2 — 4261 — N° 37401 du 7 nov. 1962 / Delattre et Frouard Réunis — 58 — 4374 — N° 37736 du 13 mars 1963 / Eaux (Cie Générale des) — 12 — 83359 — N° 37082 du 17 juil. 1962 / Eaux et Electricité de l'Ouest-Africain — 16 — 4259 — N° 37518 du 12 déc. 1962 / Entreprises Automobiles (Cie Générale d') — 12 — 4335 — N° 37422 du 14 nov. 1962 / Epargne (L'), Act. 1 à 206.160 — 15 — 4250 — N° 37544 du 19 déc. 1962 / Financière de l'Armement — 19 — 4253 — N° 37717 du 5 mars 1963 / Financière Haussmann — 11 — 4208 — N° 37255 du 24 sept. 1962 / Fives Lille-Cail — 15 — 4276 — N° 37568 du 27 déc. 1962 / Forges de Gueugnon — 15 — 4205 — N° 37297 du 2 oct. 1962 / France (La) (Vie) — 13 — 85834 — N° 36819 du 8 mai 1962 / Silec (Industrielle de Liaisons Electriques) — 17 — 4253 — N° 37540 du 18 déc. 1962 / Talcs de Luzenac — 14 — 4249 — N° 37145 du 10 août 1962 — [661, 372, 1163, 646]
effective-date-heading: Effet du 18 novembre 1963 — [845, 150, 979, 163]
table-cell: 30 janv. — [506, 918, 572, 943]
liquidation-column-header: Remise par les acheteurs de fonds 6e jour — [506, 874, 572, 918]
table-row — [120, 1071, 622, 1096]
table-cell: 19 déc. — [172, 1198, 218, 1224]
issue-date: Vendredi 15 Novembre 1963 — [792, 93, 1007, 114]
column-rule — [653, 139, 655, 1932]
deposit-group2-header: Valeurs du Groupe 2 et du Gr. 3 compensé — [371, 1320, 622, 1333]
table-cell: 28 oct. — [389, 1147, 478, 1173]
liquidation-column-header: Règlem. espèces 7e jour — [572, 874, 622, 918]
table-cell: 26 déc. — [389, 1198, 478, 1224]
deposit-subheader: Date du dernier jour du dépôt comprise entre — [371, 1333, 523, 1377]
table-cell: 26 août — [309, 1096, 389, 1122]
table-cell: Décembre — [120, 1198, 172, 1224]
table-cell: 20 juin — [218, 1045, 269, 1071]
notice-ref: A. N° 32279 — 27/12/55 — [120, 694, 245, 708]
deposit-cell: 31 mai / 14 juin / 28 juin / 12 juil. / 26 juil. / 14 août / 23 août / 6 sept. / 20 sept. / 4 oct. / 18 oct. / 31 oct. / 15 nov. / 29 nov. — [272, 1377, 371, 1505]
table-cell: 30 mai — [506, 1020, 572, 1045]
table-cell: 27 nov. — [478, 1173, 506, 1198]
table-cell: 28 juin — [572, 1045, 622, 1071]
notice-title: LIQUIDATIONS MENSUELLES — [301, 813, 441, 824]
notice — [120, 314, 622, 453]
table-cell: Avril — [120, 994, 172, 1020]
notice-ref: A. N° 38481 — 8/11/63 — [661, 301, 780, 315]
notice — [1202, 1040, 1704, 1263]
column-right — [1202, 139, 1704, 1932]
table-cell: 26 mars — [389, 969, 478, 994]
notice-ref: A. N° 38484 — 12/11/63 — [661, 840, 786, 854]
notice-ref: A. N° 38338 — 27/9/63 — [661, 169, 780, 183]
table-cell: 25 juil. — [309, 1071, 389, 1096]
notice — [120, 798, 622, 867]
notice-ref: A. N° 38435 — 12/11/63 — [661, 957, 786, 971]
page-number: 14 — [124, 93, 145, 117]
table-cell: Septembre — [120, 1122, 172, 1147]
notice — [120, 1693, 622, 1762]
table-cell: 27 mai — [309, 1020, 389, 1045]
divider — [143, 305, 599, 307]
notice-body: La Chambre Syndicale a constaté que malgré les prescriptions des avis n° 26602 du 16 mars 1950 (droits d'attribution) et 27733 du 20 avril 1951 (rompus de regroupement) un grand nombre de droits ou de titres vendus « livrables » ne sont pas livrés dans les délais prévus pour ce genre de négociations. Elle attire l'attention des vendeurs sur ce que cette cotation en livrable doit, en principe, se faire pour des titres immédiatement livrables. Les vendeurs qui resteraient devoir au moment de la radiation des titres vendus livrables, devront accepter les modalités de régularisation choisies par les acheteurs qui pourront exiger : soit le rachat sans considération de cours et sans préavis ; soit l'annulation de l'opération ; soit la livraison du résultat de la répartition ou du regroupement moyennant remise par les acheteurs aux vendeurs de droits ou de rompus rendus inutilisables du fait de la carence de ces derniers ; soit une indemnité. — [120, 473, 622, 597]
notice-body: Changement de rubrique de droit et admission des Actions nouvelles en « Promesses d'Actions ». A partir du 18 novembre 1963 : 1o) Transfert du droit de souscription (coupon no 19) (émission en cours, avis 38369 du 8 octobre 1963) sous la rubrique « Droits négociés livrables » ; 2o) Admission aux négociations à titre spécial, en « Promesses d'Actions », des Actions nouvelles de l'émission susvisée : 95.162 Actions de 50 F, jouissance 1er septembre 1963, entièrement libérées. Numéro de code affecté aux négociations à titre spécial : 62013. — [661, 868, 1163, 951]
table-row — [120, 1096, 622, 1122]
table-cell: 22 mars — [269, 969, 309, 994]
table-cell: Juillet — [120, 1071, 172, 1096]
table-cell: 28 mars — [506, 969, 572, 994]
notice-ref: A. N° 38483 — 12/11/63 — [120, 1617, 245, 1631]
table-cell: 31 mai — [572, 1020, 622, 1045]
notice — [661, 840, 1163, 951]
table-cell: 25 fév. — [389, 943, 478, 969]
table-cell: 28 août — [478, 1096, 506, 1122]
notice-ref: A. N° 28514 — 23/1/52 — [120, 459, 239, 473]
notice-ref: A. N° 38486 — 12/11/63 — [661, 1075, 786, 1089]
table-cell: 23 déc. — [269, 1198, 309, 1224]
table-cell: 30 août — [572, 1096, 622, 1122]
column-left — [120, 139, 622, 1932]
table-cell: 25 mars — [309, 969, 389, 994]
notice-ref: A. N° 38489 — 13/11/63 — [1202, 145, 1327, 159]
table-cell: 24 juin — [309, 1045, 389, 1071]
deposit-subheader: Date du dernier jour du dépôt comprise entre — [120, 1333, 272, 1377]
notice-body: La Chambre Syndicale a décidé qu'à partir du 26 janvier 1953 les rompus qui se traitent actuellement en titres livrables et sont inscrits au Bulletin de la Cote sous la rubrique spéciale « Rompus de regroupement livrables » ne se négocieront plus qu'une fois par semaine, le mardi. Il en sera de même pour tous les rompus qui dans la suite, seront transférés à ladite rubrique de titres livrables. — [120, 633, 622, 687]
notice-body: Pour tous les fonds actuellement inscrits à la Cote sous plusieurs rubriques affectées chacune à une coupure d'un montant nominal déterminé, le vendeur a le droit de livrer, au lieu et place de chaque coupure négociée, un certain nombre de coupures de montant inférieur formant au total, en capital nominal, l'équivalent de la coupure sous rubrique. Cette faculté a été étendue à l'Emprunt Français extérieur 4 % 1939 amortissable, pais aux Actions et Obligations des valeurs étrangères. Cette faculté s'applique, saut décision contraire, aux coupons de Fonds d'Etats Etrangers ou de Valeurs Etrangères négociés à la « Cote des Droits ». — [120, 356, 622, 452]
table-cell: 23 oct. — [218, 1147, 269, 1173]
notice — [661, 301, 1163, 342]
table-cell: 23 août — [269, 1096, 309, 1122]
table-cell: 26 juin — [478, 1045, 506, 1071]
table-cell: 30 avril — [572, 994, 622, 1020]
table-cell: Novembre — [120, 1173, 172, 1198]
table-cell: Février — [120, 943, 172, 969]
table-cell: 30 juil. — [506, 1071, 572, 1096]
notice-title: THE SHELL TRANSPORT AND TRADING CY LTD (Groupe C et Groupe 1) — [744, 184, 1081, 196]
